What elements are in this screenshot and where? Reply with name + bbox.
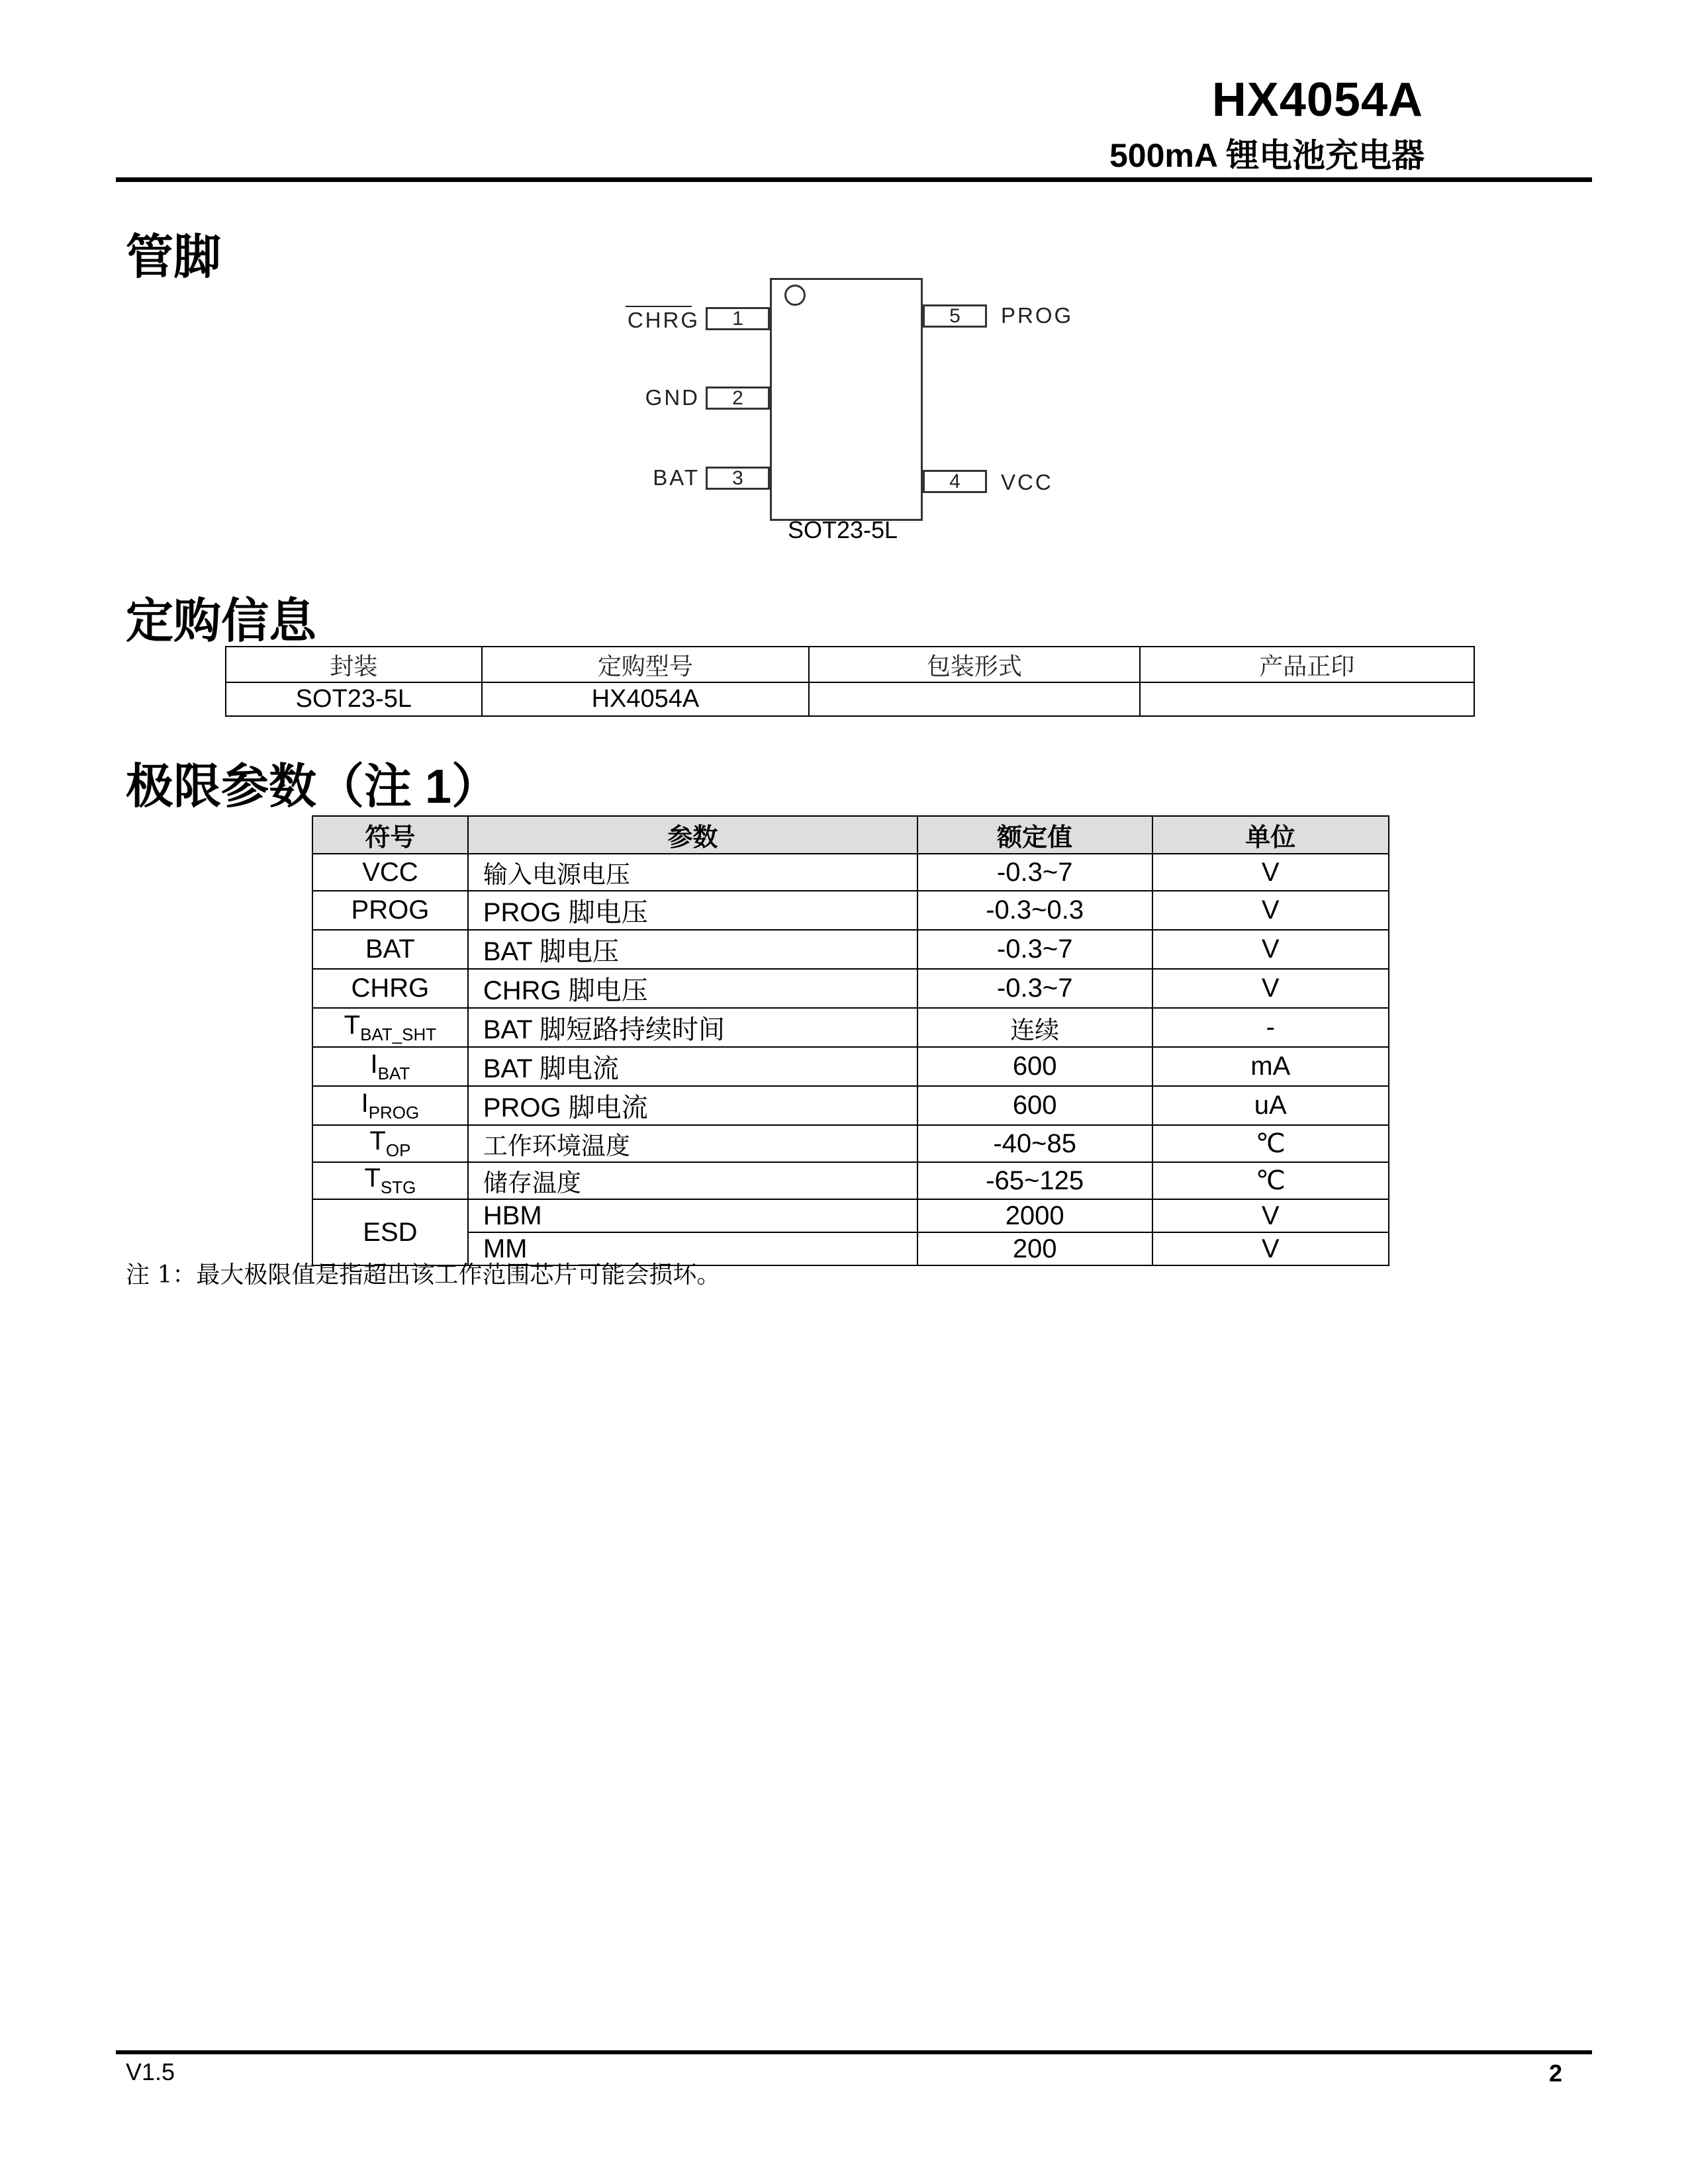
table-row [312,891,1389,930]
symbol-subscript: BAT [377,1063,410,1083]
cell-text: 输入电源电压 [483,860,630,889]
table-row [312,969,1389,1008]
table-header-row [312,816,1389,854]
table-cell: HX4054A [482,682,810,716]
cell-text: V [1261,895,1280,925]
cell-text: - [1266,1013,1275,1042]
cell-text: 储存温度 [483,1169,581,1197]
table-row [312,854,1389,891]
pin-label-chrg: CHRG [627,308,700,332]
table-row [312,1086,1389,1125]
table-row [312,1008,1389,1047]
pin-1: 1 [706,307,770,330]
footnote: 注 1：最大极限值是指超出该工作范围芯片可能会损坏。 [126,1261,721,1289]
page-number: 2 [1548,2060,1562,2087]
symbol-cell [312,969,468,1008]
cell-text: -0.3~7 [996,934,1073,964]
symbol: BAT [365,934,415,964]
pin-label-gnd: GND [645,385,700,410]
cell-text: PROG 脚电流 [483,1093,648,1122]
pin-5: 5 [923,304,987,328]
parameter-cell [468,854,917,891]
cell-text: CHRG 脚电压 [483,976,648,1005]
table-cell [1140,682,1474,716]
symbol-cell [312,1086,468,1125]
rating-cell [917,891,1152,930]
symbol-subscript: PROG [368,1102,420,1122]
symbol-cell [312,1162,468,1199]
pin-label-bat: BAT [653,465,700,490]
section-heading-ordering: 定购信息 [126,595,317,648]
cell-text: V [1261,934,1280,964]
symbol-cell [312,1008,468,1047]
parameter-cell [468,930,917,969]
unit-cell [1152,1047,1389,1086]
cell-text: 200 [1012,1234,1057,1263]
unit-cell [1152,1008,1389,1047]
table-row [312,1199,1389,1232]
pin-3: 3 [706,467,770,490]
parameter-cell [468,969,917,1008]
cell-text: V [1261,857,1280,887]
unit-cell [1152,1232,1389,1265]
cell-text: HBM [483,1201,542,1230]
cell-text: mA [1250,1052,1291,1081]
cell-text: ℃ [1255,1129,1286,1158]
unit-cell [1152,854,1389,891]
column-header: 额定值 [917,816,1152,854]
symbol-subscript: OP [385,1140,411,1160]
symbol-cell [312,930,468,969]
rating-cell [917,1232,1152,1265]
cell-text: 2000 [1005,1201,1064,1230]
symbol-cell [312,854,468,891]
rating-cell [917,1162,1152,1199]
unit-cell [1152,1199,1389,1232]
symbol-subscript: BAT_SHT [360,1024,437,1044]
parameter-cell [468,891,917,930]
cell-text: 600 [1012,1091,1057,1120]
section-heading-pins: 管脚 [126,231,222,284]
symbol: T [344,1010,361,1040]
rating-cell [917,854,1152,891]
cell-text: V [1261,974,1280,1003]
symbol-cell [312,891,468,930]
cell-text: ℃ [1255,1166,1286,1195]
column-header: 包装形式 [809,647,1139,682]
package-name: SOT23-5L [788,516,898,543]
column-header: 封装 [226,647,482,682]
cell-text: uA [1254,1091,1287,1120]
parameter-cell [468,1125,917,1162]
cell-text: -0.3~0.3 [986,895,1084,925]
pin-label-prog: PROG [1001,303,1074,328]
rating-cell [917,1008,1152,1047]
version-label: V1.5 [126,2058,175,2085]
column-header: 符号 [312,816,468,854]
parameter-cell [468,1162,917,1199]
rating-cell [917,930,1152,969]
part-number: HX4054A [1211,73,1423,126]
table-row [312,1047,1389,1086]
parameter-cell [468,1008,917,1047]
header-divider [116,177,1592,182]
rating-cell [917,1086,1152,1125]
unit-cell [1152,1086,1389,1125]
table-header-row [226,647,1474,682]
column-header: 定购型号 [482,647,810,682]
pin-2: 2 [706,387,770,410]
symbol: CHRG [351,974,430,1003]
section-heading-abs-max: 极限参数（注 1） [126,760,500,813]
cell-text: -40~85 [993,1128,1077,1158]
cell-text: 工作环境温度 [483,1132,630,1160]
symbol: PROG [351,895,430,925]
parameter-cell [468,1199,917,1232]
cell-text: 连续 [1010,1015,1060,1044]
symbol: T [364,1163,381,1193]
pin1-marker-icon [784,285,806,306]
rating-cell [917,1125,1152,1162]
unit-cell [1152,1125,1389,1162]
cell-text: BAT 脚电压 [483,937,620,966]
pin-name-overbar [626,306,692,307]
table-row [312,930,1389,969]
table-row [226,682,1474,716]
table-row [312,1125,1389,1162]
cell-text: PROG 脚电压 [483,898,648,927]
pin-label-vcc: VCC [1001,470,1053,494]
chip-body [770,278,923,521]
symbol: I [370,1049,378,1079]
table-cell [809,682,1139,716]
cell-text: ESD [363,1217,418,1247]
rating-cell [917,1047,1152,1086]
cell-text: V [1261,1201,1280,1230]
cell-text: -0.3~7 [996,857,1073,887]
unit-cell [1152,891,1389,930]
rating-cell [917,1199,1152,1232]
column-header: 参数 [468,816,917,854]
pin-4: 4 [923,470,987,493]
rating-cell [917,969,1152,1008]
document-subtitle: 500mA 锂电池充电器 [1109,137,1425,174]
abs-max-table [312,815,1389,1266]
symbol-cell [312,1125,468,1162]
symbol: I [361,1088,369,1118]
cell-text: BAT 脚电流 [483,1054,620,1083]
symbol: T [369,1126,386,1156]
unit-cell [1152,1162,1389,1199]
column-header: 产品正印 [1140,647,1474,682]
parameter-cell [468,1047,917,1086]
unit-cell [1152,930,1389,969]
footer-divider [116,2050,1592,2054]
symbol-cell [312,1047,468,1086]
table-cell: SOT23-5L [226,682,482,716]
cell-text: V [1261,1234,1280,1263]
symbol: VCC [362,857,418,887]
unit-cell [1152,969,1389,1008]
cell-text: -65~125 [986,1165,1084,1195]
ordering-table [225,646,1475,717]
parameter-cell [468,1086,917,1125]
symbol-subscript: STG [380,1177,416,1197]
cell-text: MM [483,1234,528,1263]
cell-text: 600 [1012,1052,1057,1081]
table-row [312,1162,1389,1199]
cell-text: -0.3~7 [996,974,1073,1003]
column-header: 单位 [1152,816,1389,854]
cell-text: BAT 脚短路持续时间 [483,1015,726,1044]
symbol-cell [312,1199,468,1265]
